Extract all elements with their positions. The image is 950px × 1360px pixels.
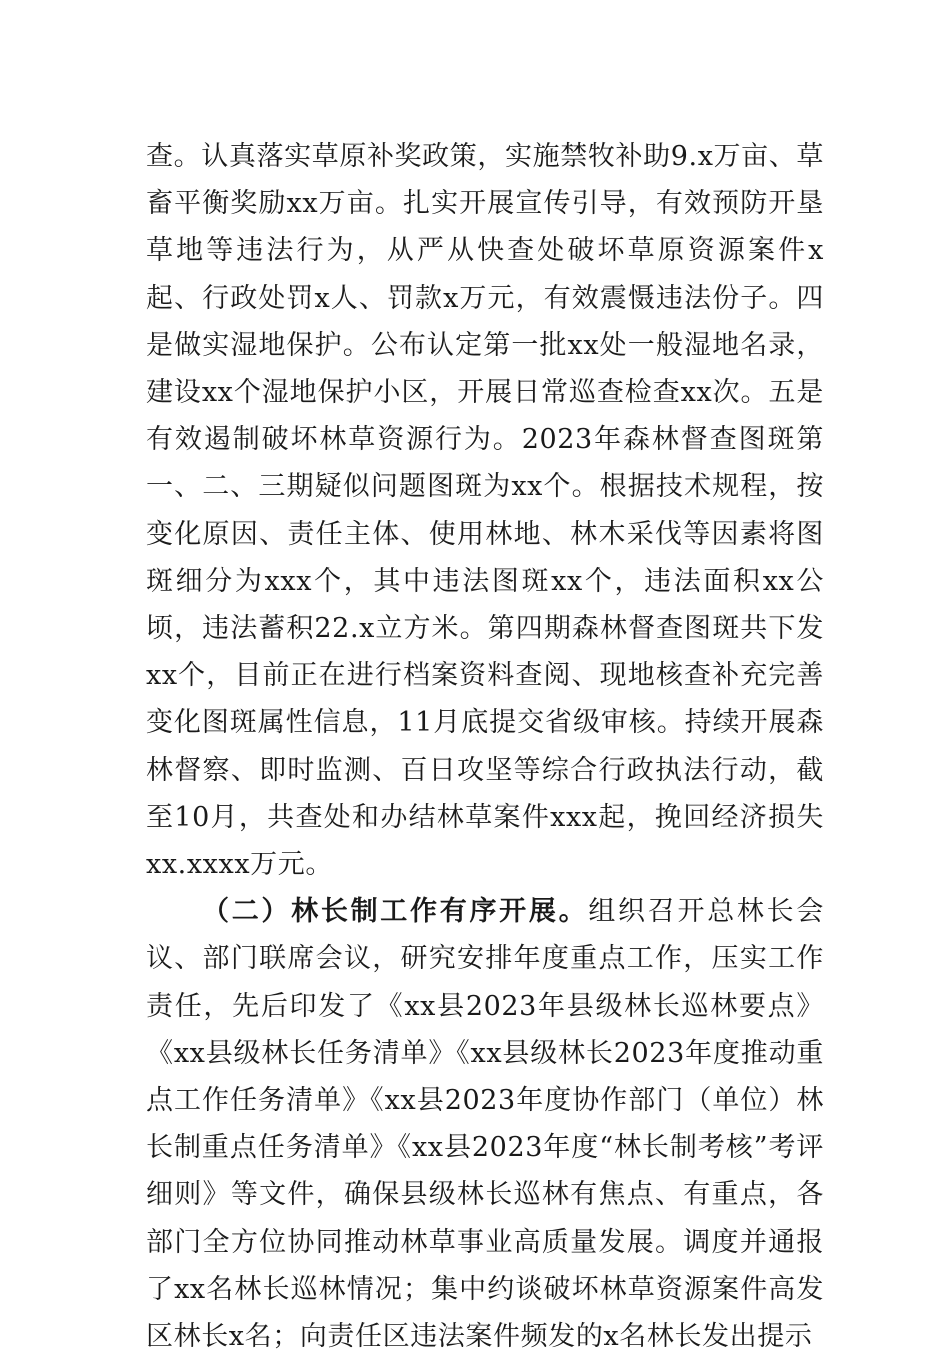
paragraph-text: 组织召开总林长会议、部门联席会议，研究安排年度重点工作，压实工作责任，先后印发了《xx县2023年县级林长巡林要点》《xx县级林长任务清单》《xx县级林长2023年度推动重点工作任务清单》《xx县2023年度协作部门（单位）林长制重点任务清单》《xx县2023年度“林长制考核”考评细则》等文件，确保县级林长巡林有焦点、有重点，各部门全方位协同推动林草事业高质量发展。调度并通报了xx名林长巡林情况；集中约谈破坏林草资源案件高发区林长x名；向责任区违法案件频发的x名林长发出提示 <box>146 896 824 1353</box>
paragraph-forest-chief-system <box>146 888 824 1360</box>
section-heading: （二）林长制工作有序开展。 <box>202 896 589 928</box>
paragraph-continuation <box>146 133 824 888</box>
paragraph-text: 查。认真落实草原补奖政策，实施禁牧补助9.x万亩、草畜平衡奖励xx万亩。扎实开展宣传引导，有效预防开垦草地等违法行为，从严从快查处破坏草原资源案件x起、行政处罚x人、罚款x万元，有效震慑违法份子。四是做实湿地保护。公布认定第一批xx处一般湿地名录，建设xx个湿地保护小区，开展日常巡查检查xx次。五是有效遏制破坏林草资源行为。2023年森林督查图斑第一、二、三期疑似问题图斑为xx个。根据技术规程，按变化原因、责任主体、使用林地、林木采伐等因素将图斑细分为xxx个，其中违法图斑xx个，违法面积xx公顷，违法蓄积22.x立方米。第四期森林督查图斑共下发xx个，目前正在进行档案资料查阅、现地核查补充完善变化图斑属性信息，11月底提交省级审核。持续开展森林督察、即时监测、百日攻坚等综合行政执法行动，截至10月，共查处和办结林草案件xxx起，挽回经济损失xx.xxxx万元。 <box>146 141 824 881</box>
document-body <box>146 133 824 1360</box>
